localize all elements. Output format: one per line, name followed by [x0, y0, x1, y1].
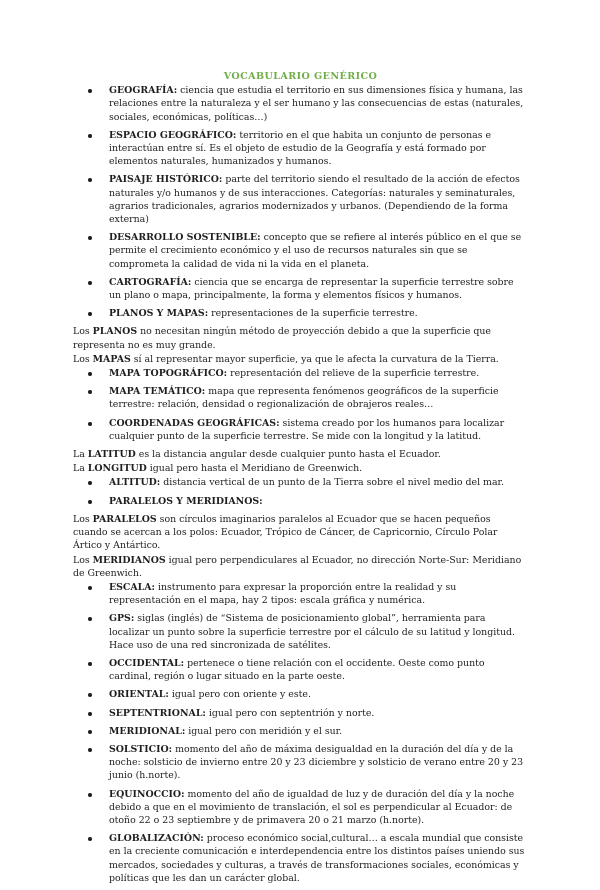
- vocabulary-bullet-item: [73, 417, 528, 443]
- term-label: ESPACIO GEOGRÁFICO:: [109, 129, 237, 141]
- term-label: MAPAS: [92, 353, 131, 365]
- term-definition: es la distancia angular desde cualquier punto hasta el Ecuador.: [135, 449, 441, 461]
- term-definition: pertenece o tiene relación con el occidente. Oeste como punto cardinal, región o lugar situado en la parte oeste.: [109, 657, 485, 683]
- term-definition: territorio en el que habita un conjunto de personas e interactúan entre sí. Es el objeto de estudio de la Geografía y está formado por elementos naturales, humanizados y humanos.: [109, 129, 492, 168]
- bullet-dot-icon: [88, 748, 92, 752]
- term-definition: igual pero perpendiculares al Ecuador, no dirección Norte-Sur: Meridiano de Greenwich.: [73, 554, 522, 579]
- bullet-dot-icon: [88, 617, 92, 621]
- vocabulary-bullet-item: [73, 788, 528, 828]
- bullet-dot-icon: [88, 236, 92, 240]
- document-body: [73, 70, 528, 890]
- term-label: MERIDIANOS: [92, 554, 166, 566]
- vocabulary-note-paragraph: [73, 353, 528, 366]
- bullet-dot-icon: [88, 793, 92, 797]
- bullet-dot-icon: [88, 662, 92, 666]
- term-definition: concepto que se refiere al interés público en el que se permite el crecimiento económico y el uso de recursos naturales sin que se comprometa la calidad de vida ni la vida en el planeta.: [109, 232, 522, 270]
- vocabulary-bullet-item: [73, 173, 528, 226]
- bullet-dot-icon: [88, 693, 92, 697]
- vocabulary-note-paragraph: [73, 448, 528, 461]
- vocabulary-bullet-item: [73, 707, 528, 720]
- term-definition: siglas (inglés) de “Sistema de posicionamiento global”, herramienta para localizar un punto sobre la superficie terrestre por el cálculo de su latitud y longitud. Hace uso de una red sincronizada de satélites.: [109, 613, 515, 651]
- vocabulary-bullet-item: [73, 743, 528, 783]
- vocabulary-note-paragraph: [73, 462, 528, 475]
- bullet-dot-icon: [88, 134, 92, 138]
- note-prefix: Los: [73, 326, 93, 338]
- term-label: PARALELOS Y MERIDIANOS:: [109, 495, 263, 507]
- term-definition: igual pero con septentrión y norte.: [205, 707, 375, 719]
- note-prefix: La: [73, 463, 88, 475]
- bullet-dot-icon: [88, 500, 92, 504]
- term-label: MAPA TEMÁTICO:: [109, 386, 206, 398]
- term-label: CARTOGRAFÍA:: [109, 276, 192, 288]
- bullet-dot-icon: [88, 372, 92, 376]
- term-label: ORIENTAL:: [109, 689, 169, 701]
- term-label: OCCIDENTAL:: [109, 657, 185, 669]
- bullet-dot-icon: [88, 730, 92, 734]
- term-definition: instrumento para expresar la proporción entre la realidad y su representación en el mapa, hay 2 tipos: escala gráfica y numérica.: [109, 581, 457, 607]
- term-definition: representación del relieve de la superficie terrestre.: [227, 368, 480, 380]
- term-definition: parte del territorio siendo el resultado de la acción de efectos naturales y/o humanos y de sus interacciones. Categorías: naturales y seminaturales, agrarios tradicionales, agrarios modernizados y urbanos. (Dependiendo de la forma externa): [109, 174, 520, 226]
- document-title: VOCABULARIO GENÉRICO: [223, 71, 378, 82]
- term-label: ALTITUD:: [109, 477, 161, 489]
- vocabulary-bullet-item: [73, 307, 528, 320]
- term-label: GLOBALIZACIÓN:: [109, 833, 204, 845]
- term-label: DESARROLLO SOSTENIBLE:: [109, 232, 261, 244]
- term-definition: son círculos imaginarios paralelos al Ecuador que se hacen pequeños cuando se acercan a los polos: Ecuador, Trópico de Cáncer, de Capricornio, Círculo Polar Ártico y Antártico.: [73, 513, 498, 552]
- term-label: PLANOS Y MAPAS:: [109, 308, 209, 320]
- vocabulary-bullet-item: [73, 725, 528, 738]
- note-prefix: Los: [73, 554, 93, 566]
- bullet-dot-icon: [88, 712, 92, 716]
- term-label: PAISAJE HISTÓRICO:: [109, 174, 223, 186]
- vocabulary-bullet-item: [73, 276, 528, 302]
- vocabulary-bullet-item: [73, 612, 528, 652]
- term-definition: ciencia que se encarga de representar la superficie terrestre sobre un plano o mapa, principalmente, la forma y elementos físicos y humanos.: [109, 276, 514, 302]
- vocabulary-bullet-item: [73, 231, 528, 271]
- term-definition: mapa que representa fenómenos geográficos de la superficie terrestre: relación, densidad o regionalización de obrajeros reales…: [109, 386, 499, 411]
- bullet-dot-icon: [88, 422, 92, 426]
- vocabulary-bullet-item: [73, 84, 528, 124]
- term-label: PLANOS: [92, 326, 138, 338]
- bullet-dot-icon: [88, 312, 92, 316]
- term-label: SEPTENTRIONAL:: [109, 707, 206, 719]
- term-definition: sistema creado por los humanos para localizar cualquier punto de la superficie terrestre. Se mide con la longitud y la latitud.: [109, 417, 505, 442]
- term-definition: representaciones de la superficie terrestre.: [208, 308, 418, 320]
- vocabulary-bullet-item: [73, 367, 528, 380]
- vocabulary-bullet-item: [73, 476, 528, 489]
- term-definition: proceso económico social,cultural… a escala mundial que consiste en la creciente comunicación e interdependencia entre los distintos países uniendo sus mercados, sociedades y culturas, a través de transformaciones sociales, económicas y políticas que les dan un carácter global.: [109, 833, 525, 884]
- bullet-dot-icon: [88, 837, 92, 841]
- bullet-dot-icon: [88, 281, 92, 285]
- note-prefix: Los: [73, 513, 93, 525]
- term-label: GEOGRAFÍA:: [109, 85, 178, 97]
- term-label: LONGITUD: [87, 463, 147, 475]
- bullet-dot-icon: [88, 178, 92, 182]
- term-label: EQUINOCCIO:: [109, 788, 185, 800]
- term-label: COORDENADAS GEOGRÁFICAS:: [109, 417, 280, 429]
- term-label: ESCALA:: [109, 581, 155, 593]
- vocabulary-bullet-item: [73, 385, 528, 411]
- vocabulary-bullet-item: [73, 129, 528, 169]
- vocabulary-list: [73, 84, 528, 885]
- bullet-dot-icon: [88, 390, 92, 394]
- term-label: GPS:: [109, 613, 135, 625]
- term-definition: ciencia que estudia el territorio en sus dimensiones física y humana, las relaciones entre la naturaleza y el ser humano y las consecuencias de estas (naturales, sociales, económicas, políticas…): [109, 85, 524, 123]
- term-definition: igual pero con meridión y el sur.: [185, 725, 343, 737]
- vocabulary-bullet-item: [73, 657, 528, 683]
- vocabulary-bullet-item: [73, 688, 528, 701]
- term-definition: sí al representar mayor superficie, ya que le afecta la curvatura de la Tierra.: [130, 353, 499, 365]
- vocabulary-bullet-item: [73, 495, 528, 508]
- term-definition: igual pero con oriente y este.: [168, 689, 311, 701]
- bullet-dot-icon: [88, 481, 92, 485]
- vocabulary-bullet-item: [73, 581, 528, 607]
- term-definition: no necesitan ningún método de proyección debido a que la superficie que representa no es muy grande.: [73, 326, 491, 351]
- term-label: PARALELOS: [92, 513, 157, 525]
- term-definition: distancia vertical de un punto de la Tierra sobre el nivel medio del mar.: [160, 477, 504, 489]
- term-label: LATITUD: [87, 449, 136, 461]
- term-label: MAPA TOPOGRÁFICO:: [109, 368, 228, 380]
- term-definition: momento del año de máxima desigualdad en la duración del día y de la noche: solsticio de invierno entre 20 y 23 diciembre y solsticio de verano entre 20 y 23 junio (h.norte).: [109, 743, 524, 782]
- vocabulary-note-paragraph: [73, 554, 528, 580]
- term-definition: momento del año de igualdad de luz y de duración del día y la noche debido a que en el movimiento de translación, el sol es perpendicular al Ecuador: de otoño 22 o 23 septiembre y de primavera 20 o 21 marzo (h.norte).: [109, 788, 515, 826]
- vocabulary-note-paragraph: [73, 325, 528, 351]
- note-prefix: Los: [73, 353, 93, 365]
- term-label: MERIDIONAL:: [109, 725, 186, 737]
- bullet-dot-icon: [88, 586, 92, 590]
- term-label: SOLSTICIO:: [109, 743, 173, 755]
- bullet-dot-icon: [88, 89, 92, 93]
- vocabulary-note-paragraph: [73, 513, 528, 553]
- note-prefix: La: [73, 449, 88, 461]
- term-definition: igual pero hasta el Meridiano de Greenwich.: [146, 463, 363, 475]
- vocabulary-bullet-item: [73, 832, 528, 885]
